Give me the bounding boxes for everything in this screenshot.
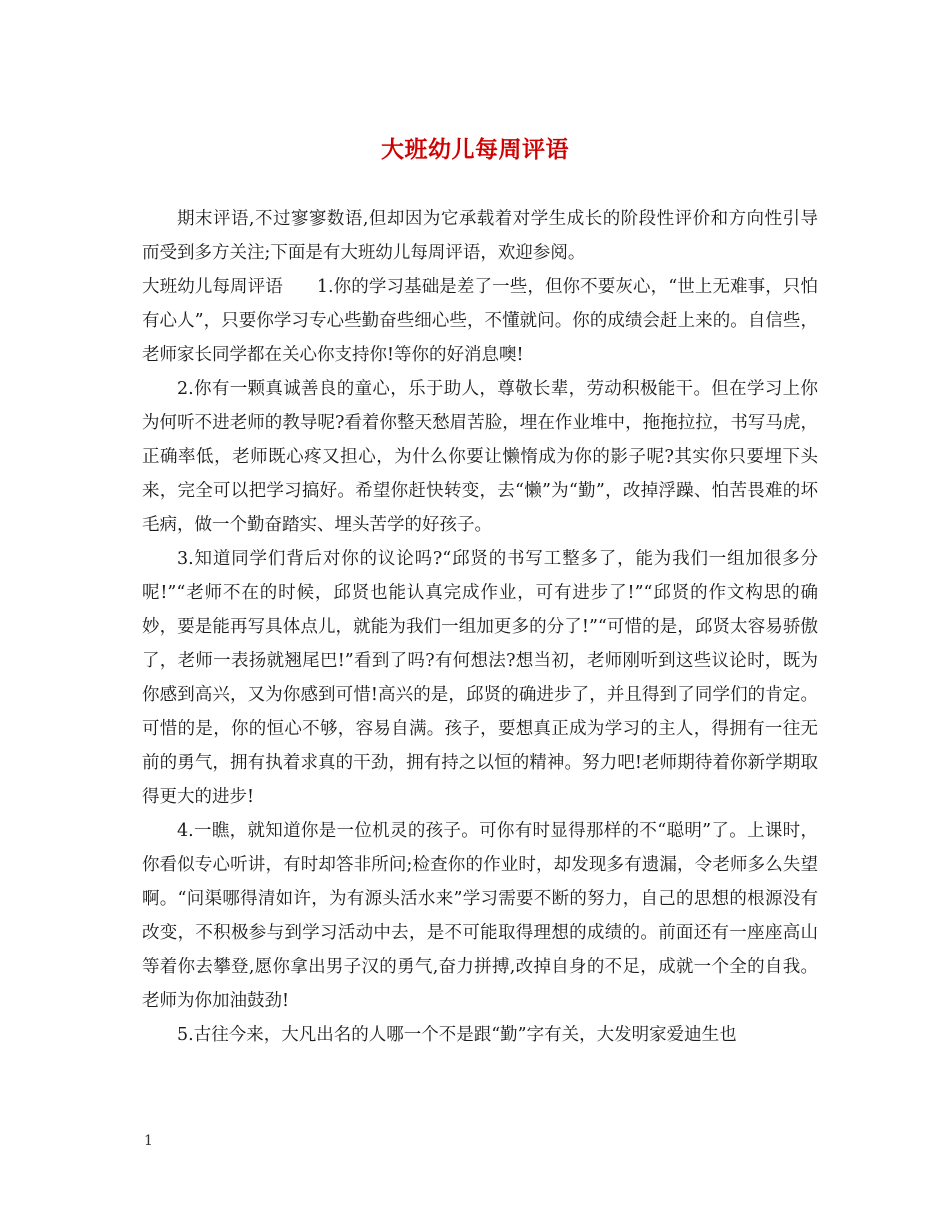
document-title: 大班幼儿每周评语	[381, 137, 569, 163]
comment-item-2: 2.你有一颗真诚善良的童心，乐于助人，尊敬长辈，劳动积极能干。但在学习上你为何听不进老师的教导呢?看着你整天愁眉苦脸，埋在作业堆中，拖拖拉拉，书写马虎，正确率低，老师既心疼又担心，为什么你要让懒惰成为你的影子呢?其实你只要埋下头来，完全可以把学习搞好。希望你赶快转变，去“懒”为“勤”，改掉浮躁、怕苦畏难的坏毛病，做一个勤奋踏实、埋头苦学的好孩子。	[142, 379, 818, 535]
page-number: 1	[144, 1133, 153, 1149]
section-heading: 大班幼儿每周评语	[142, 277, 283, 297]
intro-paragraph: 期末评语,不过寥寥数语,但却因为它承载着对学生成长的阶段性评价和方向性引导而受到多方关注;下面是有大班幼儿每周评语，欢迎参阅。	[142, 209, 818, 263]
section-paragraph-1	[142, 270, 818, 372]
document-body	[142, 202, 818, 1052]
comment-item-5: 5.古往今来，大凡出名的人哪一个不是跟“勤”字有关，大发明家爱迪生也	[177, 1025, 737, 1045]
comment-item-4: 4.一瞧，就知道你是一位机灵的孩子。可你有时显得那样的不“聪明”了。上课时，你看似专心听讲，有时却答非所问;检查你的作业时，却发现多有遗漏，令老师多么失望啊。“问渠哪得清如许，为有源头活水来”学习需要不断的努力，自己的思想的根源没有改变，不积极参与到学习活动中去，是不可能取得理想的成绩的。前面还有一座座高山等着你去攀登,愿你拿出男子汉的勇气,奋力拼搏,改掉自身的不足，成就一个全的自我。老师为你加油鼓劲!	[142, 821, 818, 1011]
comment-item-1: 1.你的学习基础是差了一些，但你不要灰心，“世上无难事，只怕有心人”，只要你学习专心些勤奋些细心些，不懂就问。你的成绩会赶上来的。自信些，老师家长同学都在关心你支持你!等你的好消息噢!	[142, 277, 818, 365]
comment-item-3: 3.知道同学们背后对你的议论吗?“邱贤的书写工整多了，能为我们一组加很多分呢!”“老师不在的时候，邱贤也能认真完成作业，可有进步了!”“邱贤的作文构思的确妙，要是能再写具体点儿，就能为我们一组加更多的分了!”“可惜的是，邱贤太容易骄傲了，老师一表扬就翘尾巴!”看到了吗?有何想法?想当初，老师刚听到这些议论时，既为你感到高兴，又为你感到可惜!高兴的是，邱贤的确进步了，并且得到了同学们的肯定。可惜的是，你的恒心不够，容易自满。孩子，要想真正成为学习的主人，得拥有一往无前的勇气，拥有执着求真的干劲，拥有持之以恒的精神。努力吧!老师期待着你新学期取得更大的进步!	[142, 549, 818, 807]
